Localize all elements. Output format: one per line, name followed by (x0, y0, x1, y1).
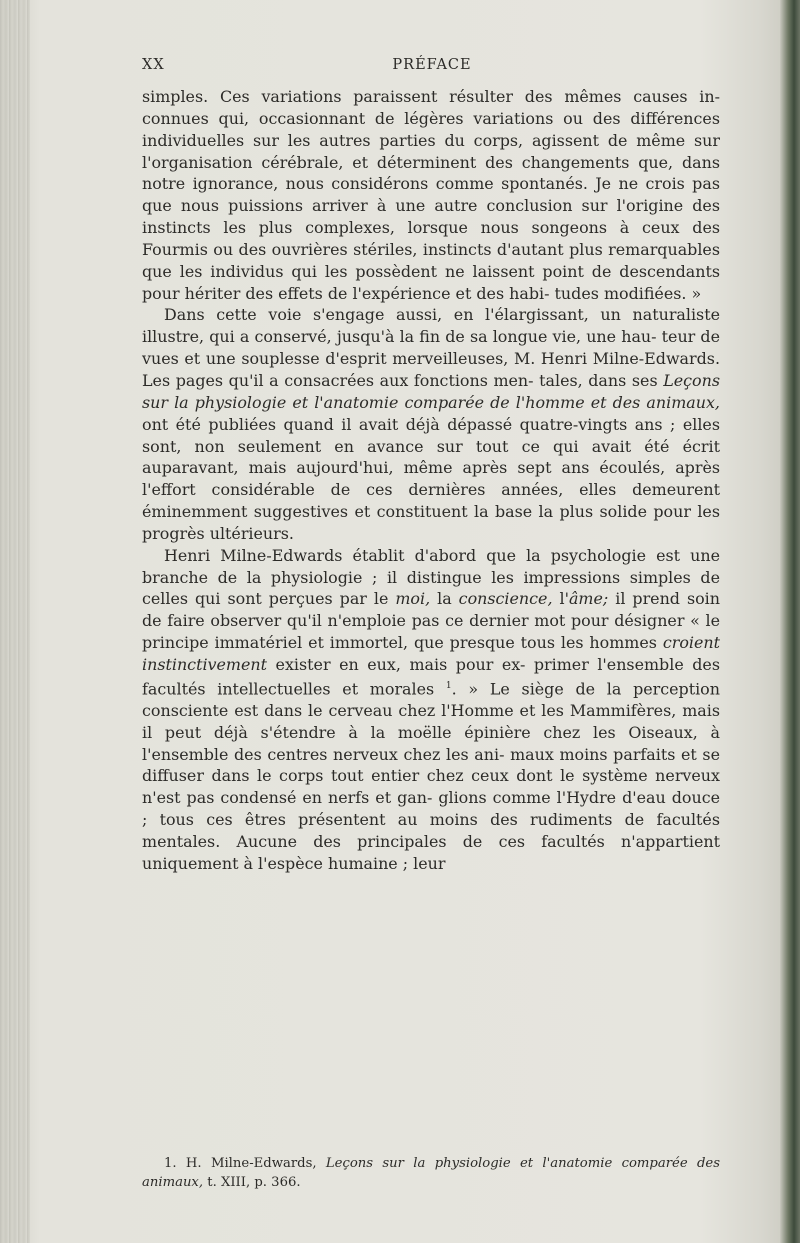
paragraph-1-text: simples. Ces variations paraissent résulter des mêmes causes in- connues qui, occasionnant de légères variations ou des différences individuelles sur les autres parties du corps, agissent de même sur l'organisation cérébrale, et déterminent des changements que, dans notre ignorance, nous considérons comme spontanés. Je ne crois pas que nous puissions arriver à une autre conclusion sur l'origine des instincts les plus complexes, lorsque nous songeons à ceux des Fourmis ou des ouvrières stériles, instincts d'autant plus remarquables que les individus qui les possèdent ne laissent point de descendants pour hériter des effets de l'expérience et des habi- tudes modifiées. » (142, 87, 720, 303)
paragraph-2 (142, 304, 720, 544)
paragraph-3-text-f: . » Le siège de la perception consciente est dans le cerveau chez l'Homme et les Mammifères, mais il peut déjà s'étendre à la moëlle épinière chez les Oiseaux, à l'ensemble des centres nerveux chez les ani- maux moins parfaits et se diffuser dans le corps tout entier chez ceux dont le système nerveux n'est pas condensé en nerfs et gan- glions comme l'Hydre d'eau douce ; tous ces êtres présentent au moins des rudiments de facultés mentales. Aucune des principales de ces facultés n'appartient uniquement à l'espèce humaine ; leur (142, 679, 720, 873)
running-head (142, 57, 722, 79)
page-edge (780, 0, 800, 1243)
italic-croient-instinctivement: croient instinctivement (142, 633, 720, 674)
paragraph-3-text-a: Henri Milne-Edwards établit d'abord que la psychologie est une branche de la physiologie ; il distingue les impressions simples de celles qui sont perçues par le (142, 545, 720, 609)
footnote-number: 1. (164, 1156, 177, 1171)
paragraph-3-text-e: exister en eux, mais pour ex- primer l'ensemble des facultés intellectuelles et morales (142, 654, 720, 699)
italic-ame: âme; (568, 589, 609, 609)
footnote-1 (142, 1154, 720, 1192)
page-number: XX (142, 57, 165, 73)
body-text (142, 86, 720, 875)
paragraph-2-text-a: Dans cette voie s'engage aussi, en l'élargissant, un naturaliste illustre, qui a conservé, jusqu'à la fin de sa longue vie, une hau- teur de vues et une souplesse d'esprit merveilleuses, M. Henri Milne-Edwards. Les pages qu'il a consacrées aux fonctions men- tales, dans ses (142, 305, 720, 390)
book-gutter (0, 0, 30, 1243)
footnote-author: H. Milne-Edwards, (176, 1156, 326, 1171)
paragraph-3-text-d: il prend soin de faire observer qu'il n'emploie pas ce dernier mot pour désigner « le principe immatériel et immortel, que presque tous les hommes (142, 589, 720, 653)
paragraph-3-text-b: la (430, 589, 459, 609)
running-title: PRÉFACE (392, 57, 472, 73)
italic-conscience: conscience, (458, 589, 553, 609)
paragraph-3 (142, 545, 720, 875)
footnote-book-title: Leçons sur la physiologie et l'anatomie comparée des animaux, (142, 1156, 720, 1190)
italic-moi: moi, (395, 589, 431, 609)
footnotes (142, 1154, 720, 1192)
paragraph-2-book-title: Leçons sur la physiologie et l'anatomie comparée de l'homme et des animaux, (142, 370, 720, 412)
paragraph-2-text-b: ont été publiées quand il avait déjà dépassé quatre-vingts ans ; elles sont, non seulement en avance sur tout ce qui avait été écrit auparavant, mais aujourd'hui, même après sept ans écoulés, après l'effort considérable de ces dernières années, elles demeurent éminemment suggestives et constituent la base la plus solide pour les progrès ultérieurs. (142, 414, 720, 543)
paragraph-1 (142, 86, 720, 304)
paragraph-3-text-c: l' (552, 589, 569, 609)
footnote-citation: t. XIII, p. 366. (203, 1175, 301, 1190)
footnote-reference[interactable]: 1 (445, 680, 452, 691)
